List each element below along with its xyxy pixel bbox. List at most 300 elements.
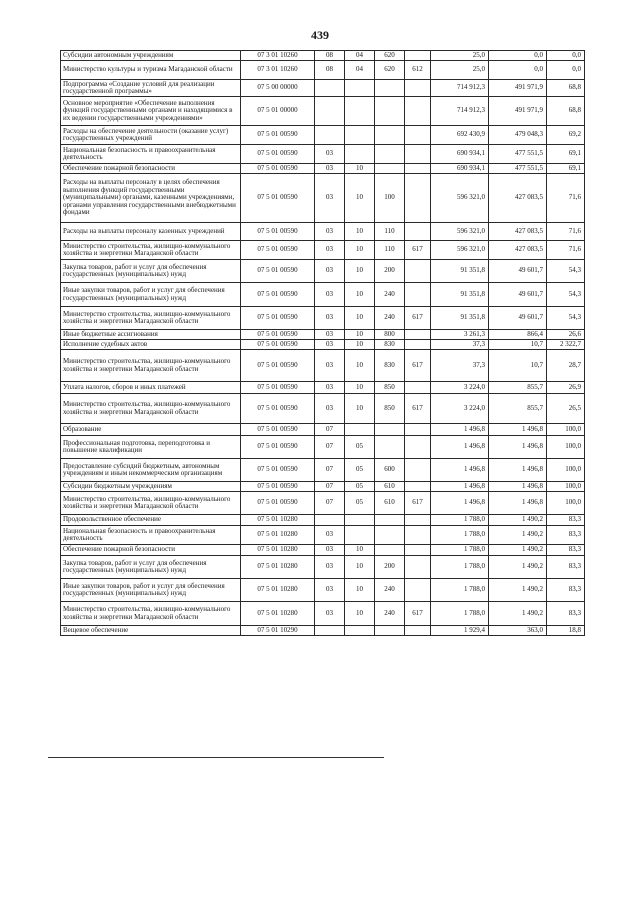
- section-cell: 03: [315, 340, 345, 350]
- actual-amount-cell: 0,0: [489, 51, 547, 61]
- expense-type-cell: 240: [375, 283, 405, 307]
- table-row: [61, 436, 585, 459]
- subsection-cell: 10: [345, 330, 375, 340]
- table-row: [61, 51, 585, 61]
- ministry-code-cell: [405, 556, 431, 579]
- section-cell: 03: [315, 556, 345, 579]
- section-cell: 07: [315, 436, 345, 459]
- ministry-code-cell: [405, 526, 431, 545]
- target-article-cell: 07 5 01 00590: [241, 350, 315, 382]
- row-name-cell: Продовольственное обеспечение: [61, 515, 241, 526]
- target-article-cell: 07 5 01 00590: [241, 492, 315, 515]
- row-name-cell: Уплата налогов, сборов и иных платежей: [61, 382, 241, 394]
- row-name-cell: Министерство культуры и туризма Магаданской области: [61, 61, 241, 80]
- percent-cell: 28,7: [547, 350, 585, 382]
- table-row: [61, 340, 585, 350]
- table-row: [61, 97, 585, 126]
- ministry-code-cell: [405, 283, 431, 307]
- row-name-cell: Министерство строительства, жилищно-коммунального хозяйства и энергетики Магаданской области: [61, 241, 241, 260]
- expense-type-cell: 200: [375, 260, 405, 283]
- expense-type-cell: [375, 164, 405, 174]
- actual-amount-cell: 1 496,8: [489, 492, 547, 515]
- plan-amount-cell: 1 496,8: [431, 424, 489, 436]
- percent-cell: 26,9: [547, 382, 585, 394]
- section-cell: 03: [315, 602, 345, 626]
- row-name-cell: Национальная безопасность и правоохранительная деятельность: [61, 145, 241, 164]
- section-cell: [315, 126, 345, 145]
- target-article-cell: 07 5 01 10280: [241, 602, 315, 626]
- expense-type-cell: [375, 545, 405, 556]
- plan-amount-cell: 37,3: [431, 350, 489, 382]
- ministry-code-cell: 617: [405, 241, 431, 260]
- section-cell: [315, 80, 345, 97]
- section-cell: 08: [315, 51, 345, 61]
- percent-cell: 71,6: [547, 174, 585, 223]
- percent-cell: 54,3: [547, 307, 585, 330]
- expense-type-cell: [375, 424, 405, 436]
- target-article-cell: 07 5 01 00590: [241, 436, 315, 459]
- actual-amount-cell: 427 083,5: [489, 241, 547, 260]
- table-row: [61, 174, 585, 223]
- row-name-cell: Иные бюджетные ассигнования: [61, 330, 241, 340]
- expense-type-cell: 610: [375, 492, 405, 515]
- target-article-cell: 07 5 01 10280: [241, 579, 315, 602]
- table-row: [61, 526, 585, 545]
- table-row: [61, 223, 585, 241]
- percent-cell: 83,3: [547, 579, 585, 602]
- ministry-code-cell: 617: [405, 492, 431, 515]
- section-cell: 03: [315, 350, 345, 382]
- target-article-cell: 07 3 01 10260: [241, 51, 315, 61]
- target-article-cell: 07 5 01 00590: [241, 482, 315, 492]
- section-cell: 03: [315, 260, 345, 283]
- table-row: [61, 424, 585, 436]
- table-row: [61, 126, 585, 145]
- row-name-cell: Иные закупки товаров, работ и услуг для обеспечения государственных (муниципальных) нужд: [61, 283, 241, 307]
- actual-amount-cell: 855,7: [489, 394, 547, 424]
- actual-amount-cell: 855,7: [489, 382, 547, 394]
- target-article-cell: 07 5 01 00590: [241, 307, 315, 330]
- table-row: [61, 579, 585, 602]
- subsection-cell: [345, 145, 375, 164]
- plan-amount-cell: 1 788,0: [431, 545, 489, 556]
- actual-amount-cell: 477 551,5: [489, 164, 547, 174]
- row-name-cell: Закупка товаров, работ и услуг для обеспечения государственных (муниципальных) нужд: [61, 260, 241, 283]
- plan-amount-cell: 3 224,0: [431, 394, 489, 424]
- percent-cell: 71,6: [547, 223, 585, 241]
- subsection-cell: 10: [345, 382, 375, 394]
- section-cell: 03: [315, 526, 345, 545]
- section-cell: 03: [315, 164, 345, 174]
- table-row: [61, 330, 585, 340]
- ministry-code-cell: 612: [405, 61, 431, 80]
- actual-amount-cell: 1 490,2: [489, 556, 547, 579]
- table-row: [61, 626, 585, 636]
- table-row: [61, 307, 585, 330]
- expense-type-cell: 830: [375, 350, 405, 382]
- table-body: [61, 51, 585, 636]
- percent-cell: 100,0: [547, 482, 585, 492]
- target-article-cell: 07 5 01 00590: [241, 174, 315, 223]
- actual-amount-cell: 1 490,2: [489, 515, 547, 526]
- table-row: [61, 492, 585, 515]
- expense-type-cell: [375, 515, 405, 526]
- expense-type-cell: [375, 97, 405, 126]
- subsection-cell: 05: [345, 459, 375, 482]
- row-name-cell: Расходы на выплаты персоналу в целях обеспечения выполнения функций государственными (муниципальными) органами, казенными учреждениями, органами управления государственными внебюджетными фондами: [61, 174, 241, 223]
- table-row: [61, 260, 585, 283]
- row-name-cell: Вещевое обеспечение: [61, 626, 241, 636]
- target-article-cell: 07 5 01 10280: [241, 545, 315, 556]
- actual-amount-cell: 477 551,5: [489, 145, 547, 164]
- target-article-cell: 07 5 01 10280: [241, 526, 315, 545]
- subsection-cell: 10: [345, 260, 375, 283]
- ministry-code-cell: [405, 482, 431, 492]
- row-name-cell: Предоставление субсидий бюджетным, автономным учреждениям и иным некоммерческим организациям: [61, 459, 241, 482]
- section-cell: 07: [315, 492, 345, 515]
- ministry-code-cell: [405, 579, 431, 602]
- plan-amount-cell: 1 788,0: [431, 579, 489, 602]
- actual-amount-cell: 1 490,2: [489, 545, 547, 556]
- target-article-cell: 07 5 01 10290: [241, 626, 315, 636]
- ministry-code-cell: [405, 545, 431, 556]
- target-article-cell: 07 5 01 00590: [241, 223, 315, 241]
- plan-amount-cell: 91 351,8: [431, 283, 489, 307]
- row-name-cell: Обеспечение пожарной безопасности: [61, 164, 241, 174]
- actual-amount-cell: 491 971,9: [489, 97, 547, 126]
- plan-amount-cell: 690 934,1: [431, 145, 489, 164]
- actual-amount-cell: 1 496,8: [489, 482, 547, 492]
- target-article-cell: 07 5 01 00590: [241, 340, 315, 350]
- plan-amount-cell: 91 351,8: [431, 260, 489, 283]
- actual-amount-cell: 479 048,3: [489, 126, 547, 145]
- subsection-cell: [345, 126, 375, 145]
- ministry-code-cell: [405, 126, 431, 145]
- expense-type-cell: 830: [375, 340, 405, 350]
- target-article-cell: 07 5 01 00590: [241, 459, 315, 482]
- percent-cell: 100,0: [547, 436, 585, 459]
- section-cell: 03: [315, 382, 345, 394]
- ministry-code-cell: [405, 164, 431, 174]
- subsection-cell: 10: [345, 556, 375, 579]
- row-name-cell: Обеспечение пожарной безопасности: [61, 545, 241, 556]
- table-row: [61, 241, 585, 260]
- plan-amount-cell: 690 934,1: [431, 164, 489, 174]
- subsection-cell: 05: [345, 492, 375, 515]
- section-cell: 03: [315, 545, 345, 556]
- row-name-cell: Расходы на выплаты персоналу казенных учреждений: [61, 223, 241, 241]
- section-cell: 03: [315, 241, 345, 260]
- row-name-cell: Субсидии бюджетным учреждениям: [61, 482, 241, 492]
- percent-cell: 18,8: [547, 626, 585, 636]
- row-name-cell: Закупка товаров, работ и услуг для обеспечения государственных (муниципальных) нужд: [61, 556, 241, 579]
- ministry-code-cell: [405, 145, 431, 164]
- subsection-cell: [345, 80, 375, 97]
- expense-type-cell: 100: [375, 174, 405, 223]
- subsection-cell: 10: [345, 394, 375, 424]
- section-cell: 07: [315, 482, 345, 492]
- expense-type-cell: 110: [375, 223, 405, 241]
- ministry-code-cell: [405, 330, 431, 340]
- row-name-cell: Министерство строительства, жилищно-коммунального хозяйства и энергетики Магаданской области: [61, 307, 241, 330]
- table-row: [61, 164, 585, 174]
- ministry-code-cell: [405, 424, 431, 436]
- expense-type-cell: 600: [375, 459, 405, 482]
- actual-amount-cell: 49 601,7: [489, 307, 547, 330]
- plan-amount-cell: 596 321,0: [431, 223, 489, 241]
- actual-amount-cell: 49 601,7: [489, 260, 547, 283]
- table-row: [61, 556, 585, 579]
- target-article-cell: 07 3 01 10260: [241, 61, 315, 80]
- plan-amount-cell: 3 224,0: [431, 382, 489, 394]
- row-name-cell: Основное мероприятие «Обеспечение выполнения функций государственными органами и находящимися в их ведении государственными учреждениями»: [61, 97, 241, 126]
- ministry-code-cell: [405, 97, 431, 126]
- subsection-cell: 10: [345, 579, 375, 602]
- actual-amount-cell: 0,0: [489, 61, 547, 80]
- actual-amount-cell: 363,0: [489, 626, 547, 636]
- expense-type-cell: 240: [375, 579, 405, 602]
- expense-type-cell: 610: [375, 482, 405, 492]
- section-cell: 03: [315, 307, 345, 330]
- table-row: [61, 283, 585, 307]
- actual-amount-cell: 491 971,9: [489, 80, 547, 97]
- plan-amount-cell: 37,3: [431, 340, 489, 350]
- actual-amount-cell: 1 496,8: [489, 459, 547, 482]
- ministry-code-cell: 617: [405, 602, 431, 626]
- target-article-cell: 07 5 01 00590: [241, 260, 315, 283]
- expense-type-cell: [375, 526, 405, 545]
- plan-amount-cell: 1 788,0: [431, 526, 489, 545]
- percent-cell: 0,0: [547, 61, 585, 80]
- row-name-cell: Министерство строительства, жилищно-коммунального хозяйства и энергетики Магаданской области: [61, 350, 241, 382]
- percent-cell: 83,3: [547, 602, 585, 626]
- ministry-code-cell: 617: [405, 307, 431, 330]
- subsection-cell: 10: [345, 545, 375, 556]
- target-article-cell: 07 5 01 00590: [241, 126, 315, 145]
- plan-amount-cell: 1 929,4: [431, 626, 489, 636]
- actual-amount-cell: 1 496,8: [489, 424, 547, 436]
- section-cell: 03: [315, 579, 345, 602]
- table-row: [61, 459, 585, 482]
- ministry-code-cell: [405, 260, 431, 283]
- subsection-cell: [345, 526, 375, 545]
- percent-cell: 0,0: [547, 51, 585, 61]
- actual-amount-cell: 10,7: [489, 350, 547, 382]
- table-row: [61, 394, 585, 424]
- actual-amount-cell: 427 083,5: [489, 174, 547, 223]
- plan-amount-cell: 1 496,8: [431, 492, 489, 515]
- ministry-code-cell: [405, 626, 431, 636]
- subsection-cell: 04: [345, 61, 375, 80]
- plan-amount-cell: 714 912,3: [431, 97, 489, 126]
- percent-cell: 100,0: [547, 424, 585, 436]
- actual-amount-cell: 49 601,7: [489, 283, 547, 307]
- row-name-cell: Профессиональная подготовка, переподготовка и повышение квалификации: [61, 436, 241, 459]
- plan-amount-cell: 1 788,0: [431, 556, 489, 579]
- subsection-cell: 05: [345, 482, 375, 492]
- ministry-code-cell: [405, 174, 431, 223]
- subsection-cell: 05: [345, 436, 375, 459]
- target-article-cell: 07 5 01 00590: [241, 382, 315, 394]
- subsection-cell: [345, 626, 375, 636]
- section-cell: 03: [315, 394, 345, 424]
- ministry-code-cell: [405, 459, 431, 482]
- plan-amount-cell: 91 351,8: [431, 307, 489, 330]
- percent-cell: 54,3: [547, 260, 585, 283]
- ministry-code-cell: [405, 436, 431, 459]
- subsection-cell: 10: [345, 602, 375, 626]
- target-article-cell: 07 5 01 00000: [241, 97, 315, 126]
- row-name-cell: Исполнение судебных актов: [61, 340, 241, 350]
- ministry-code-cell: 617: [405, 350, 431, 382]
- section-cell: 08: [315, 61, 345, 80]
- ministry-code-cell: [405, 80, 431, 97]
- plan-amount-cell: 692 430,9: [431, 126, 489, 145]
- bottom-divider: [48, 757, 384, 758]
- expense-type-cell: [375, 126, 405, 145]
- row-name-cell: Расходы на обеспечение деятельности (оказание услуг) государственных учреждений: [61, 126, 241, 145]
- row-name-cell: Министерство строительства, жилищно-коммунального хозяйства и энергетики Магаданской области: [61, 602, 241, 626]
- actual-amount-cell: 1 496,8: [489, 436, 547, 459]
- plan-amount-cell: 1 788,0: [431, 515, 489, 526]
- percent-cell: 2 322,7: [547, 340, 585, 350]
- plan-amount-cell: 596 321,0: [431, 241, 489, 260]
- percent-cell: 69,1: [547, 164, 585, 174]
- row-name-cell: Иные закупки товаров, работ и услуг для обеспечения государственных (муниципальных) нужд: [61, 579, 241, 602]
- section-cell: [315, 97, 345, 126]
- subsection-cell: 10: [345, 307, 375, 330]
- target-article-cell: 07 5 01 00590: [241, 424, 315, 436]
- plan-amount-cell: 714 912,3: [431, 80, 489, 97]
- expense-type-cell: 850: [375, 394, 405, 424]
- actual-amount-cell: 1 490,2: [489, 602, 547, 626]
- percent-cell: 68,8: [547, 97, 585, 126]
- expense-type-cell: 110: [375, 241, 405, 260]
- section-cell: 07: [315, 459, 345, 482]
- percent-cell: 26,5: [547, 394, 585, 424]
- expense-type-cell: [375, 626, 405, 636]
- section-cell: [315, 515, 345, 526]
- plan-amount-cell: 1 496,8: [431, 482, 489, 492]
- percent-cell: 71,6: [547, 241, 585, 260]
- section-cell: 07: [315, 424, 345, 436]
- table-row: [61, 145, 585, 164]
- target-article-cell: 07 5 01 00590: [241, 330, 315, 340]
- table-row: [61, 80, 585, 97]
- expense-type-cell: 850: [375, 382, 405, 394]
- section-cell: 03: [315, 145, 345, 164]
- table-row: [61, 515, 585, 526]
- percent-cell: 83,3: [547, 556, 585, 579]
- page-number: 439: [311, 28, 329, 42]
- ministry-code-cell: 617: [405, 394, 431, 424]
- actual-amount-cell: 1 490,2: [489, 526, 547, 545]
- expense-type-cell: 200: [375, 556, 405, 579]
- expense-type-cell: 240: [375, 307, 405, 330]
- subsection-cell: [345, 97, 375, 126]
- percent-cell: 26,6: [547, 330, 585, 340]
- plan-amount-cell: 3 261,3: [431, 330, 489, 340]
- actual-amount-cell: 10,7: [489, 340, 547, 350]
- target-article-cell: 07 5 00 00000: [241, 80, 315, 97]
- target-article-cell: 07 5 01 00590: [241, 394, 315, 424]
- actual-amount-cell: 1 490,2: [489, 579, 547, 602]
- budget-table: [60, 50, 585, 636]
- percent-cell: 68,8: [547, 80, 585, 97]
- table-row: [61, 382, 585, 394]
- percent-cell: 83,3: [547, 515, 585, 526]
- subsection-cell: [345, 515, 375, 526]
- percent-cell: 69,2: [547, 126, 585, 145]
- row-name-cell: Национальная безопасность и правоохранительная деятельность: [61, 526, 241, 545]
- section-cell: [315, 626, 345, 636]
- plan-amount-cell: 596 321,0: [431, 174, 489, 223]
- subsection-cell: 10: [345, 174, 375, 223]
- expense-type-cell: [375, 145, 405, 164]
- target-article-cell: 07 5 01 00590: [241, 283, 315, 307]
- plan-amount-cell: 25,0: [431, 61, 489, 80]
- row-name-cell: Образование: [61, 424, 241, 436]
- table-row: [61, 61, 585, 80]
- target-article-cell: 07 5 01 00590: [241, 164, 315, 174]
- subsection-cell: 10: [345, 340, 375, 350]
- table-row: [61, 545, 585, 556]
- subsection-cell: [345, 424, 375, 436]
- target-article-cell: 07 5 01 10280: [241, 515, 315, 526]
- subsection-cell: 04: [345, 51, 375, 61]
- section-cell: 03: [315, 283, 345, 307]
- actual-amount-cell: 866,4: [489, 330, 547, 340]
- percent-cell: 54,3: [547, 283, 585, 307]
- percent-cell: 100,0: [547, 459, 585, 482]
- plan-amount-cell: 25,0: [431, 51, 489, 61]
- plan-amount-cell: 1 788,0: [431, 602, 489, 626]
- row-name-cell: Министерство строительства, жилищно-коммунального хозяйства и энергетики Магаданской области: [61, 492, 241, 515]
- subsection-cell: 10: [345, 350, 375, 382]
- table-row: [61, 482, 585, 492]
- subsection-cell: 10: [345, 283, 375, 307]
- expense-type-cell: [375, 80, 405, 97]
- expense-type-cell: 620: [375, 61, 405, 80]
- ministry-code-cell: [405, 340, 431, 350]
- subsection-cell: 10: [345, 223, 375, 241]
- table-row: [61, 350, 585, 382]
- expense-type-cell: 800: [375, 330, 405, 340]
- target-article-cell: 07 5 01 00590: [241, 241, 315, 260]
- ministry-code-cell: [405, 223, 431, 241]
- expense-type-cell: 240: [375, 602, 405, 626]
- target-article-cell: 07 5 01 00590: [241, 145, 315, 164]
- subsection-cell: 10: [345, 164, 375, 174]
- ministry-code-cell: [405, 515, 431, 526]
- section-cell: 03: [315, 174, 345, 223]
- expense-type-cell: 620: [375, 51, 405, 61]
- row-name-cell: Министерство строительства, жилищно-коммунального хозяйства и энергетики Магаданской области: [61, 394, 241, 424]
- subsection-cell: 10: [345, 241, 375, 260]
- ministry-code-cell: [405, 382, 431, 394]
- percent-cell: 83,3: [547, 545, 585, 556]
- target-article-cell: 07 5 01 10280: [241, 556, 315, 579]
- plan-amount-cell: 1 496,8: [431, 459, 489, 482]
- section-cell: 03: [315, 223, 345, 241]
- percent-cell: 69,1: [547, 145, 585, 164]
- percent-cell: 83,3: [547, 526, 585, 545]
- expense-type-cell: [375, 436, 405, 459]
- plan-amount-cell: 1 496,8: [431, 436, 489, 459]
- percent-cell: 100,0: [547, 492, 585, 515]
- row-name-cell: Подпрограмма «Создание условий для реализации государственной программы»: [61, 80, 241, 97]
- section-cell: 03: [315, 330, 345, 340]
